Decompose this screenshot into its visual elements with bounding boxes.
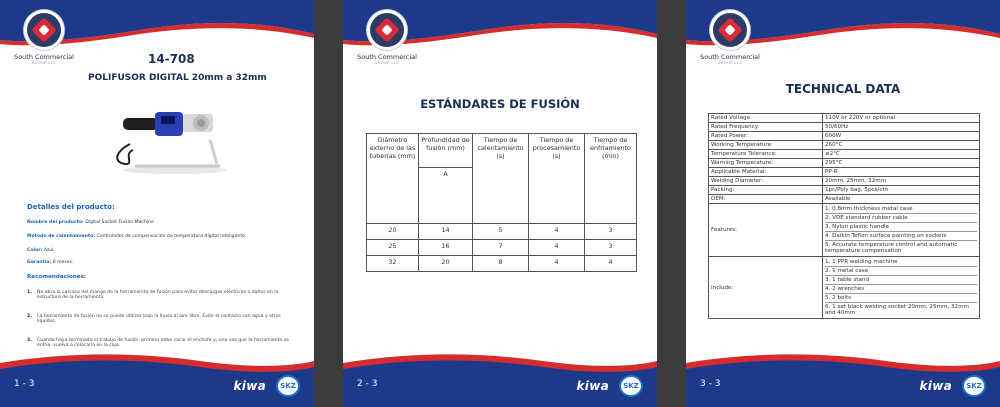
detail-warranty: Garantía: 8 meses. [27,260,74,265]
table-row: 32 20 8 4 4 [367,256,637,272]
recommendation-item: 1. No abra la carcasa del mango de la herramienta de fusión para evitar descargas eléctricas o daños en la estructura de la herramienta. [27,290,279,300]
company-logo: South Commercial GROUP LLC [352,10,422,72]
company-logo: South Commercial GROUP LLC [695,10,765,72]
product-code: 14-708 [148,52,195,66]
fusion-standards-title: ESTÁNDARES DE FUSIÓN [420,97,580,111]
list-item: 1. 1 PPR welding machine [825,258,977,267]
kiwa-logo: kiwa [576,379,609,393]
list-item: 3. 1 table stand [825,276,977,285]
page-number: 3 - 3 [700,379,721,389]
header-cell: Tiempo de enfriamiento (min) [585,134,637,224]
list-item: 5. 2 bolts [825,294,977,303]
table-row: 20 14 5 4 3 [367,224,637,240]
page-number: 1 - 3 [14,379,35,389]
detail-product-name: Nombre del producto: Digital Socket Fusion Machine [27,220,154,225]
include-row: Include: 1. 1 PPR welding machine 2. 1 metal case 3. 1 table stand 4. 2 wrenches 5. 2 bolts 6. 1 set black welding socket 20mm, 25mm, 32mm and 40mm [709,257,980,319]
list-item: 2. VDE standard rubber cable [825,214,977,223]
logo-icon [24,10,64,50]
technical-data-table [708,113,980,319]
recommendation-item: 2. La herramienta de fusión no se puede utilizar bajo la lluvia al aire libre. Evite el contacto con agua y otros líquidos. [27,314,281,324]
list-item: 4. 2 wrenches [825,285,977,294]
header-sub-cell: A [419,168,473,224]
kiwa-logo: kiwa [233,379,266,393]
detail-color: Color: Azul. [27,248,56,253]
list-item: 6. 1 set black welding socket 20mm, 25mm, 32mm and 40mm [825,304,969,316]
details-heading: Detalles del producto: [27,203,115,211]
table-row: Warning Temperature: 295°C [709,159,980,168]
detail-heating-method: Método de calentamiento: Controlador de compensación de temperatura digital inteligente. [27,234,247,239]
product-title: POLIFUSOR DIGITAL 20mm a 32mm [88,73,267,83]
features-row: Features: 1. 0.8mm thickness metal case 2. VDE standard rubber cable 3. Nylon plastic handle 4. Daikin Teflon surface painting on sockets 5. Accurate temperature control and automatic temperature compensation [709,204,980,257]
recommendation-item: 3. Cuando haya terminado el trabajo de fusión, primero debe sacar el enchufe y, una vez que la herramienta se enfríe, vuelva a colocarla en la caja. [27,338,289,348]
company-logo: South Commercial GROUP LLC [9,10,79,72]
footer-wave [686,347,1000,407]
table-row: OEM: Available [709,195,980,204]
table-row: Temperature Tolerance: ≤2°C [709,150,980,159]
product-image [105,104,230,176]
logo-icon [710,10,750,50]
header-cell: Tiempo de calentamiento (s) [473,134,529,224]
list-item: 5. Accurate temperature control and automatic temperature compensation [825,242,958,254]
table-row: Rated Voltage: 110V or 220V or optional [709,114,980,123]
fusion-standards-table [366,133,637,272]
list-item: 4. Daikin Teflon surface painting on sockets [825,232,977,241]
table-row: Applicable Material: PP-R [709,168,980,177]
skz-logo: SKZ [962,375,986,397]
page-3 [686,0,1000,407]
list-item: 3. Nylon plastic handle [825,223,977,232]
list-item: 1. 0.8mm thickness metal case [825,205,977,214]
header-cell: Tiempo de procesamiento (s) [529,134,585,224]
page-number: 2 - 3 [357,379,378,389]
recommendations-heading: Recomendaciones: [27,274,87,280]
table-header-row [367,134,637,168]
table-row: 25 16 7 4 3 [367,240,637,256]
table-row: Working Temperature: 260°C [709,141,980,150]
table-row: Rated Frequency: 50/60Hz [709,123,980,132]
skz-logo: SKZ [276,375,300,397]
page-2 [343,0,657,407]
list-item: 2. 1 metal case [825,267,977,276]
page-1 [0,0,314,407]
kiwa-logo: kiwa [919,379,952,393]
table-row: Rated Power: 600W [709,132,980,141]
table-row: Welding Diameter: 20mm, 25mm, 32mm [709,177,980,186]
header-cell: Profundidad de fusión (mm) [419,134,473,168]
table-row: Packing: 1pc/Poly bag, 5pcs/ctn [709,186,980,195]
skz-logo: SKZ [619,375,643,397]
footer-wave [343,347,657,407]
logo-icon [367,10,407,50]
footer-wave [0,347,314,407]
technical-data-title: TECHNICAL DATA [785,82,901,96]
header-cell: Diámetro externo de las tuberías (mm) [367,134,419,224]
